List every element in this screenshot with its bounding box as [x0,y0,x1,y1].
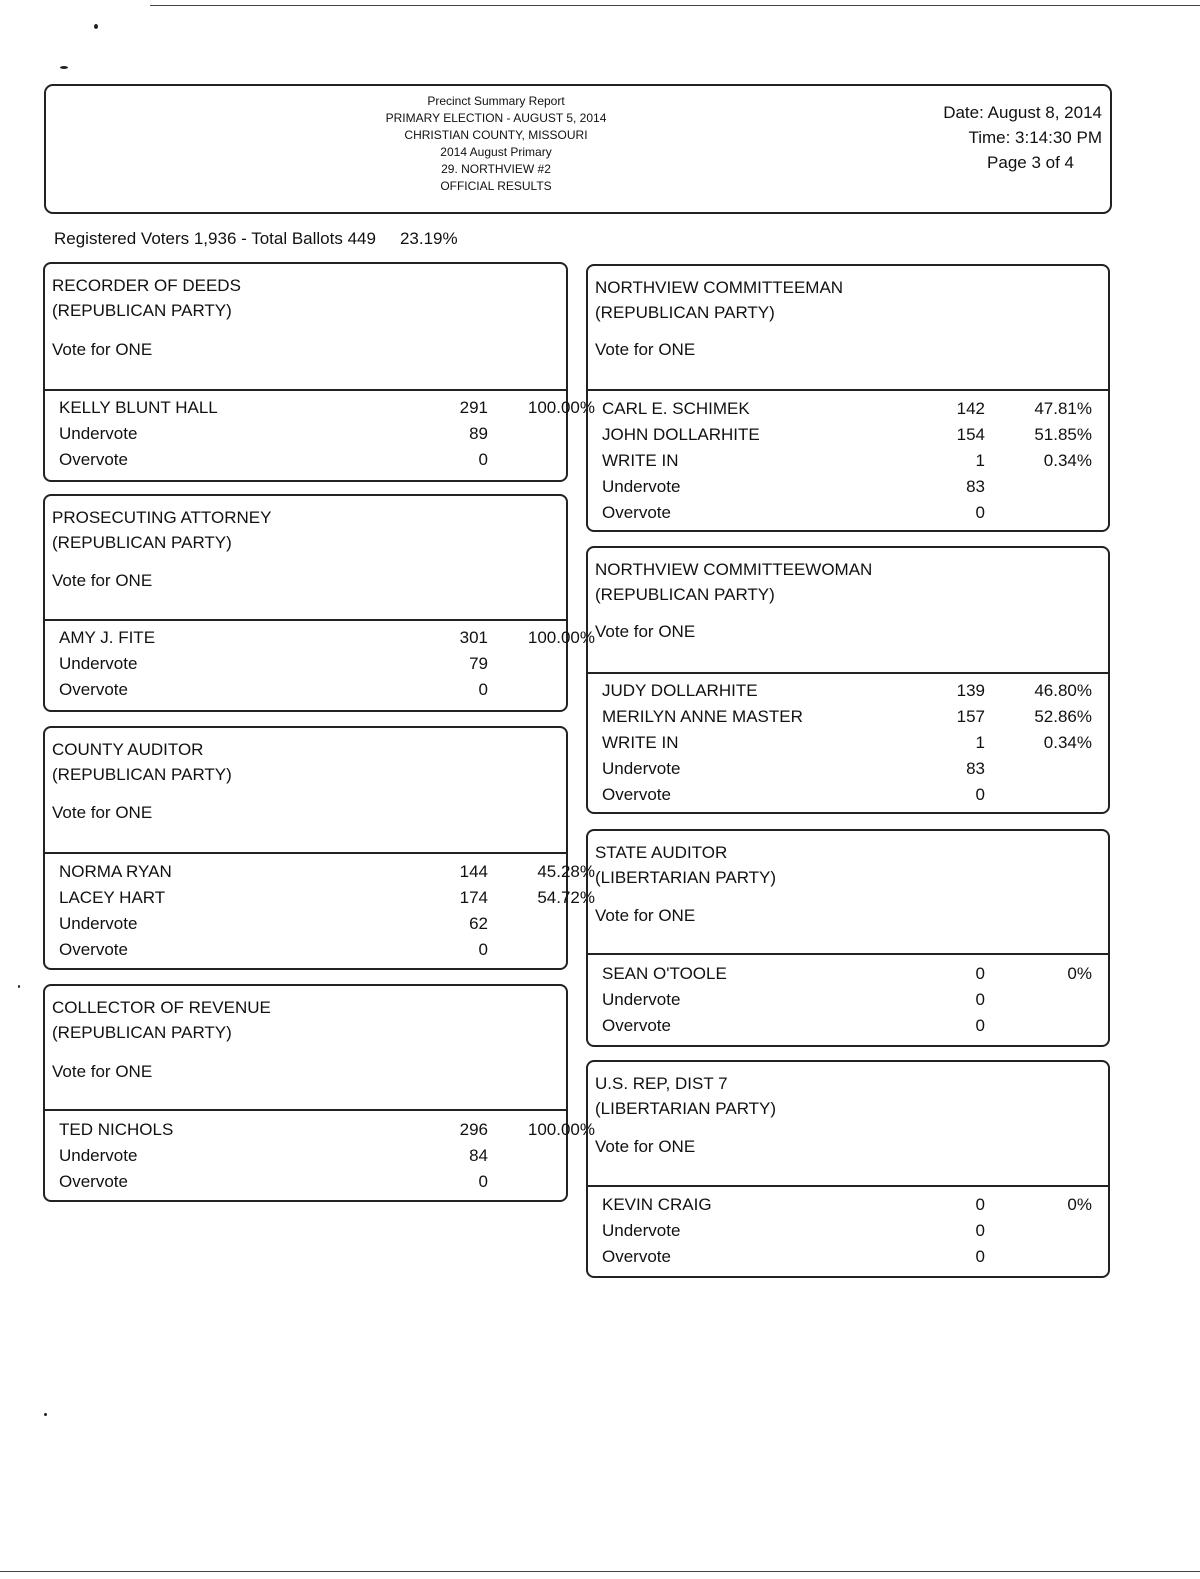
race-party: (REPUBLICAN PARTY) [52,765,232,784]
vote-count: 1 [975,733,985,752]
race-committeewoman [586,546,1110,814]
result-row [588,1013,1108,1039]
vote-count: 144 [459,862,488,881]
result-row [588,678,1108,704]
race-heading [595,1071,776,1121]
vote-for-label: Vote for ONE [595,1137,696,1156]
vote-count: 154 [956,425,985,444]
vote-count: 174 [459,888,488,907]
result-row [588,1244,1108,1270]
race-title: RECORDER OF DEEDS [52,276,241,295]
county-name: CHRISTIAN COUNTY, MISSOURI [404,128,588,142]
race-title: STATE AUDITOR [595,843,728,862]
race-divider [45,852,566,854]
race-divider [45,619,566,621]
candidate-name: Overvote [59,1172,128,1191]
vote-percent: 51.85% [1034,425,1092,444]
vote-count: 62 [469,914,488,933]
candidate-name: Undervote [59,914,138,933]
candidate-name: AMY J. FITE [59,628,156,647]
candidate-name: Undervote [602,1221,681,1240]
race-heading [52,737,232,787]
vote-percent: 0% [1067,1195,1092,1214]
race-party: (REPUBLICAN PARTY) [52,301,232,320]
result-row [45,625,595,651]
vote-percent: 45.28% [537,862,595,881]
vote-count: 301 [459,628,488,647]
vote-for-label: Vote for ONE [52,571,153,590]
result-row [45,1169,566,1195]
scan-speck [94,24,98,29]
race-party: (REPUBLICAN PARTY) [595,585,775,604]
race-results [45,1117,595,1195]
race-heading [595,275,843,325]
race-state-auditor [586,829,1110,1047]
result-row [588,1218,1108,1244]
candidate-name: Undervote [602,477,681,496]
race-title: PROSECUTING ATTORNEY [52,508,272,527]
primary-name: 2014 August Primary [440,145,552,159]
result-row [588,1192,1108,1218]
race-collector [43,984,595,1202]
vote-count: 89 [469,424,488,443]
registered-voters: Registered Voters 1,936 - Total Ballots 449 [54,229,376,248]
vote-count: 0 [975,1221,985,1240]
vote-count: 142 [956,399,985,418]
candidate-name: Undervote [59,424,138,443]
vote-count: 0 [975,503,985,522]
race-divider [588,953,1108,955]
result-row [588,961,1108,987]
race-results [588,1192,1108,1270]
vote-count: 0 [975,964,985,983]
candidate-name: KEVIN CRAIG [602,1195,712,1214]
race-heading [52,995,271,1045]
race-divider [588,672,1108,674]
vote-percent: 0% [1067,964,1092,983]
race-heading [595,840,776,890]
report-header [44,84,1112,214]
vote-count: 157 [956,707,985,726]
vote-for-label: Vote for ONE [52,1062,153,1081]
result-row [45,651,566,677]
race-recorder [43,262,595,482]
race-party: (REPUBLICAN PARTY) [595,303,775,322]
candidate-name: WRITE IN [602,451,679,470]
vote-count: 0 [975,990,985,1009]
vote-count: 291 [459,398,488,417]
vote-percent: 0.34% [1043,451,1092,470]
page-number: Page 3 of 4 [987,153,1074,172]
result-row [45,937,566,963]
vote-percent: 47.81% [1034,399,1092,418]
race-results [588,961,1108,1039]
vote-count: 1 [975,451,985,470]
race-us-rep [586,1060,1110,1278]
scan-speck [44,1413,47,1416]
vote-count: 0 [975,1016,985,1035]
result-row [45,447,566,473]
race-title: NORTHVIEW COMMITTEEMAN [595,278,844,297]
race-heading [52,505,271,555]
bottom-rule [0,1571,1200,1572]
race-party: (REPUBLICAN PARTY) [52,533,232,552]
result-row [588,704,1108,730]
vote-percent: 46.80% [1034,681,1092,700]
race-prosecuting [43,494,595,712]
result-row [45,885,595,911]
candidate-name: TED NICHOLS [59,1120,174,1139]
result-row [588,422,1108,448]
race-party: (LIBERTARIAN PARTY) [595,1099,777,1118]
result-row [588,448,1108,474]
race-title: NORTHVIEW COMMITTEEWOMAN [595,560,873,579]
result-row [45,859,595,885]
vote-count: 79 [469,654,488,673]
candidate-name: Overvote [59,450,128,469]
vote-count: 0 [478,680,488,699]
race-title: COUNTY AUDITOR [52,740,204,759]
vote-count: 296 [459,1120,488,1139]
race-party: (LIBERTARIAN PARTY) [595,868,777,887]
vote-count: 0 [478,450,488,469]
race-heading [52,273,241,323]
vote-count: 0 [478,1172,488,1191]
candidate-name: NORMA RYAN [59,862,172,881]
scan-speck [18,985,20,988]
candidate-name: SEAN O'TOOLE [602,964,727,983]
race-auditor [43,726,595,970]
vote-count: 0 [975,1195,985,1214]
vote-percent: 52.86% [1034,707,1092,726]
report-title: Precinct Summary Report [427,94,565,108]
result-row [45,677,566,703]
vote-for-label: Vote for ONE [595,622,696,641]
vote-percent: 100.00% [527,628,595,647]
vote-percent: 54.72% [537,888,595,907]
race-divider [45,1109,566,1111]
candidate-name: Overvote [602,1016,671,1035]
result-row [588,474,1108,500]
result-row [588,987,1108,1013]
vote-percent: 0.34% [1043,733,1092,752]
vote-for-label: Vote for ONE [52,340,153,359]
candidate-name: Overvote [602,503,671,522]
vote-percent: 100.00% [527,1120,595,1139]
candidate-name: JUDY DOLLARHITE [602,681,758,700]
vote-for-label: Vote for ONE [595,906,696,925]
result-row [588,396,1108,422]
candidate-name: MERILYN ANNE MASTER [602,707,803,726]
vote-count: 84 [469,1146,488,1165]
vote-for-label: Vote for ONE [52,803,153,822]
vote-count: 83 [966,759,985,778]
race-results [588,678,1108,808]
registered-voters-line [54,229,458,249]
vote-count: 0 [478,940,488,959]
result-row [588,782,1108,808]
vote-percent: 100.00% [527,398,595,417]
candidate-name: WRITE IN [602,733,679,752]
race-results [45,859,595,963]
race-divider [588,389,1108,391]
race-title: U.S. REP, DIST 7 [595,1074,728,1093]
result-row [588,756,1108,782]
candidate-name: JOHN DOLLARHITE [602,425,760,444]
result-row [45,1143,566,1169]
report-time: Time: 3:14:30 PM [968,128,1102,147]
candidate-name: Undervote [59,654,138,673]
race-results [45,395,595,473]
vote-count: 83 [966,477,985,496]
candidate-name: Overvote [59,680,128,699]
race-divider [588,1185,1108,1187]
race-title: COLLECTOR OF REVENUE [52,998,271,1017]
candidate-name: Overvote [602,1247,671,1266]
race-results [45,625,595,703]
precinct-name: 29. NORTHVIEW #2 [441,162,551,176]
result-row [45,911,566,937]
result-row [588,500,1108,526]
election-name: PRIMARY ELECTION - AUGUST 5, 2014 [385,111,607,125]
race-results [588,396,1108,526]
race-heading [595,557,872,607]
top-rule [150,5,1200,6]
race-committeeman [586,264,1110,532]
vote-for-label: Vote for ONE [595,340,696,359]
candidate-name: CARL E. SCHIMEK [602,399,750,418]
report-date: Date: August 8, 2014 [943,103,1102,122]
result-row [45,395,595,421]
candidate-name: Undervote [602,990,681,1009]
report-title-block [296,93,696,195]
candidate-name: Overvote [59,940,128,959]
report-meta [943,100,1102,175]
candidate-name: Undervote [59,1146,138,1165]
scan-speck [60,66,68,69]
result-row [588,730,1108,756]
vote-count: 0 [975,785,985,804]
race-party: (REPUBLICAN PARTY) [52,1023,232,1042]
result-row [45,1117,595,1143]
turnout-percent: 23.19% [399,229,458,248]
vote-count: 0 [975,1247,985,1266]
candidate-name: LACEY HART [59,888,166,907]
candidate-name: Undervote [602,759,681,778]
candidate-name: Overvote [602,785,671,804]
results-status: OFFICIAL RESULTS [440,179,552,193]
result-row [45,421,566,447]
candidate-name: KELLY BLUNT HALL [59,398,218,417]
vote-count: 139 [956,681,985,700]
race-divider [45,389,566,391]
